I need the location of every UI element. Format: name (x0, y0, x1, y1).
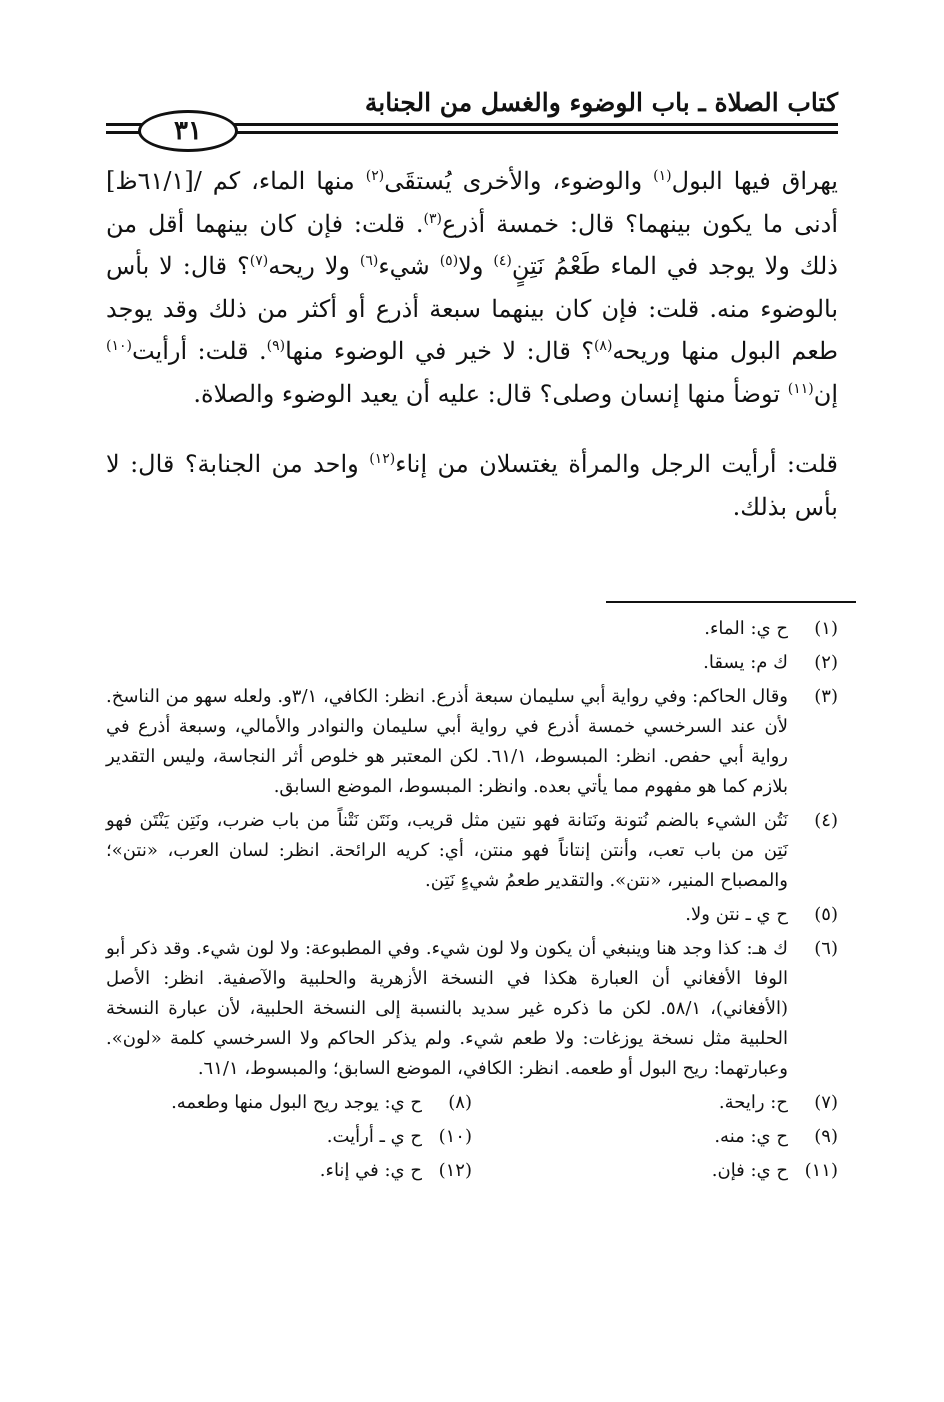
footnote-ref: (١٠) (106, 338, 132, 354)
footnote (106, 1156, 472, 1186)
footnote-ref: (٨) (593, 338, 613, 354)
footnote-number: (١٢) (438, 1160, 472, 1181)
footnote (106, 806, 838, 896)
footnote-text: ح ي: في إناء. (319, 1160, 422, 1181)
footnote-row (106, 1122, 838, 1152)
footnote-text: ح ي: يوجد ريح البول منها وطعمه. (171, 1092, 422, 1113)
footnote (106, 614, 838, 644)
footnote-ref: (٥) (439, 253, 459, 269)
footnote (472, 1156, 838, 1186)
paragraph-2: قلت: أرأيت الرجل والمرأة يغتسلان من إناء$^{(١٢)}$ واحد من الجنابة؟ قال: لا بأس بذلك. (106, 450, 838, 521)
footnote-text: وقال الحاكم: وفي رواية أبي سليمان سبعة أذرع. انظر: الكافي، ٣/١و. ولعله سهو من الناسخ. لأن عند السرخسي خمسة أذرع في رواية أبي سليمان والنوادر والأمالي، وسبعة أذرع في رواية أبي حفص. انظر: المبسوط، ٦١/١. لكن المعتبر هو خلوص أثر النجاسة، وليس التقدير بلازم كما هو مفهوم مما يأتي بعده. وانظر: المبسوط، الموضع السابق. (106, 686, 788, 797)
footnote (106, 648, 838, 678)
footnote-ref: (٩) (266, 338, 286, 354)
footnote-number: (٥) (814, 904, 838, 925)
footnote (106, 934, 838, 1084)
footnote-text: ح ي: منه. (714, 1126, 788, 1147)
footnote-text: نَتُن الشيء بالضم نُتونة ونَتانة فهو نتين مثل قريب، ونَتَن نَتْناً من باب ضرب، ونَتِن يَنْتَن فهو نَتِن من باب تعب، وأنتن إنتاناً فهو منتن، أي: كريه الرائحة. انظر: لسان العرب، «نتن»؛ والمصباح المنير، «نتن». والتقدير طعمُ شيءٍ نَتِن. (106, 810, 788, 891)
footnote-ref: (٧) (249, 253, 269, 269)
footnote-row (106, 1088, 838, 1118)
footnote (106, 682, 838, 802)
footnote-ref: (٤) (493, 253, 512, 269)
footnote (472, 1088, 838, 1118)
footnote (472, 1122, 838, 1152)
footnote-number: (١١) (804, 1160, 838, 1181)
footnote-ref: (٣) (423, 210, 442, 227)
footnote-ref: (١١) (787, 380, 814, 397)
footnote-text: ح ي: فإن. (711, 1160, 788, 1181)
footnote (106, 1122, 472, 1152)
footnote-ref: (١) (653, 168, 672, 184)
main-text (106, 160, 838, 528)
footnote-separator (606, 601, 856, 603)
footnote-number: (٤) (814, 810, 838, 831)
page-number: ٣١ (138, 110, 238, 152)
footnote-text: ح ي: الماء. (704, 618, 788, 639)
footnote-number: (٩) (814, 1126, 838, 1147)
footnote-number: (٦) (814, 938, 838, 959)
footnote-number: (٧) (814, 1092, 838, 1113)
footnote-number: (٣) (814, 686, 838, 707)
footnote-number: (١) (814, 618, 838, 639)
footnote (106, 1088, 472, 1118)
footnote-number: (١٠) (438, 1126, 472, 1147)
footnote-number: (٢) (814, 652, 838, 673)
footnote-number: (٨) (448, 1092, 472, 1113)
footnote-text: ح: رايحة. (718, 1092, 788, 1113)
footnote-row (106, 1156, 838, 1186)
footnote (106, 900, 838, 930)
footnote-ref: (١٢) (369, 451, 396, 467)
paragraph-1: يهراق فيها البول$^{(١)}$ والوضوء، والأخرى يُستقَى$^{(٢)}$ منها الماء، كم /[٦١/١ظ] أدنى ما يكون بينهما؟ قال: خمسة أذرع$^{(٣)}$. قلت: فإن كان بينهما أقل من ذلك ولا يوجد في الماء طَعْمُ نَتِنٍ$^{(٤)}$ ولا$^{(٥)}$ شيء$^{(٦)}$ ولا ريحه$^{(٧)}$؟ قال: لا بأس بالوضوء منه. قلت: فإن كان بينهما سبعة أذرع أو أكثر من ذلك وقد يوجد طعم البول منها وريحه$^{(٨)}$؟ قال: لا خير في الوضوء منها$^{(٩)}$. قلت: أرأيت$^{(١٠)}$ إن$^{(١١)}$ توضأ منها إنسان وصلى؟ قال: عليه أن يعيد الوضوء والصلاة. (106, 167, 838, 408)
footnote-text: ك هـ: كذا وجد هنا وينبغي أن يكون ولا لون شيء. وفي المطبوعة: ولا لون شيء. وقد ذكر أبو الوفا الأفغاني أن العبارة هكذا في النسخة الأزهرية والحلبية والآصفية. انظر: الأصل (الأفغاني)، ٥٨/١. لكن ما ذكره غير سديد بالنسبة إلى النسخة الحلبية، لأن عبارة النسخة الحلبية مثل نسخة يوزغات: ولا طعم شيء. ولم يذكر الحاكم ولا السرخسي كلمة «لون». وعبارتهما: ريح البول أو طعمه. انظر: الكافي، الموضع السابق؛ والمبسوط، ٦١/١. (106, 938, 788, 1079)
footnote-text: ح ي ـ أرأيت. (326, 1126, 422, 1147)
footnote-text: ح ي ـ نتن ولا. (685, 904, 788, 925)
footnote-ref: (٢) (365, 168, 385, 184)
footnote-ref: (٦) (359, 253, 379, 269)
running-title: كتاب الصلاة ـ باب الوضوء والغسل من الجنابة (364, 88, 838, 117)
footnote-text: ك م: يسقا. (703, 652, 788, 673)
footnotes (106, 614, 838, 1190)
